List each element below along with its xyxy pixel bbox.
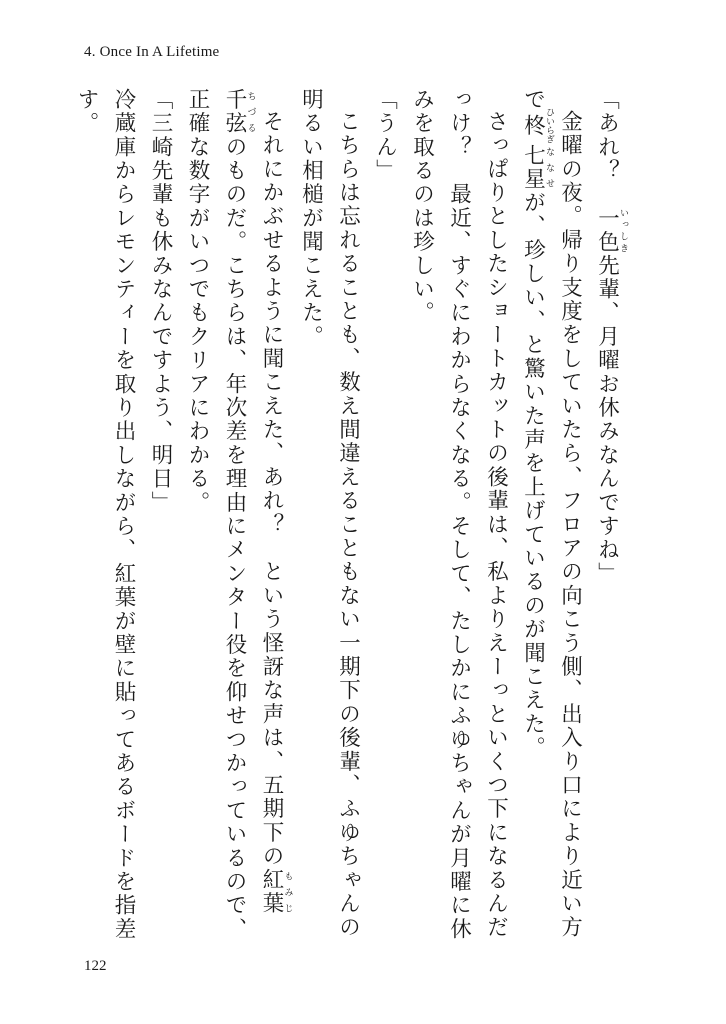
ruby-base: 柊 xyxy=(520,107,546,144)
paragraph xyxy=(293,88,367,948)
paragraph xyxy=(515,88,589,948)
paragraph xyxy=(404,88,515,948)
running-head: 4. Once In A Lifetime xyxy=(84,44,220,60)
furigana: ひいらぎ xyxy=(544,107,554,144)
furigana: ななせ xyxy=(544,143,554,192)
text-run: 「うん」 xyxy=(372,88,398,183)
ruby-base: 千弦 xyxy=(222,88,247,136)
text-run: 「あれ？ xyxy=(594,88,620,207)
paragraph xyxy=(179,88,293,948)
ruby-word xyxy=(520,143,554,192)
text-run: 冷蔵庫からレモンティーを取り出しながら、紅葉が壁に貼ってあるボードを指差す。 xyxy=(74,88,136,942)
ruby-base: 七星 xyxy=(520,143,546,192)
text-run: さっぱりとしたショートカットの後輩は、私よりえーっといくつ下になるんだっけ？ 最近、すぐにわからなくなる。そして、たしかにふゆちゃんが月曜に休みを取るのは珍しい。 xyxy=(409,88,509,942)
text-run: 金曜の夜。帰り支度をしていたら、フロアの向こう側、出入り口により近い方で xyxy=(520,88,583,939)
ruby-base: 紅葉 xyxy=(259,867,284,916)
ruby-word xyxy=(222,88,256,136)
paragraph xyxy=(589,88,629,948)
text-run: が、珍しい、と驚いた声を上げているのが聞こえた。 xyxy=(520,191,546,760)
vertical-body-text xyxy=(74,88,628,948)
page-number: 122 xyxy=(84,958,107,974)
text-run: のものだ。こちらは、年次差を理由にメンター役を仰せつかっているので、正確な数字がいつでもクリアにわかる。 xyxy=(185,88,247,942)
ruby-base: 一色 xyxy=(594,206,620,254)
ruby-word xyxy=(520,107,554,144)
text-run: 「三崎先輩も休みなんですよう、明日」 xyxy=(148,88,173,515)
paragraph xyxy=(68,88,142,948)
paragraph xyxy=(367,88,404,948)
text-run: それにかぶせるように聞こえた、あれ？ という怪訝な声は、五期下の xyxy=(259,109,284,868)
paragraph xyxy=(142,88,179,948)
furigana: いっしき xyxy=(618,206,628,254)
ruby-word xyxy=(594,206,628,254)
text-run: 先輩、月曜お休みなんですね」 xyxy=(594,253,620,586)
ruby-word xyxy=(259,867,293,916)
furigana: ちづる xyxy=(245,88,256,136)
text-run: こちらは忘れることも、数え間違えることもない一期下の後輩、ふゆちゃんの明るい相槌が聞こえた。 xyxy=(298,88,361,939)
furigana: もみじ xyxy=(282,867,293,916)
